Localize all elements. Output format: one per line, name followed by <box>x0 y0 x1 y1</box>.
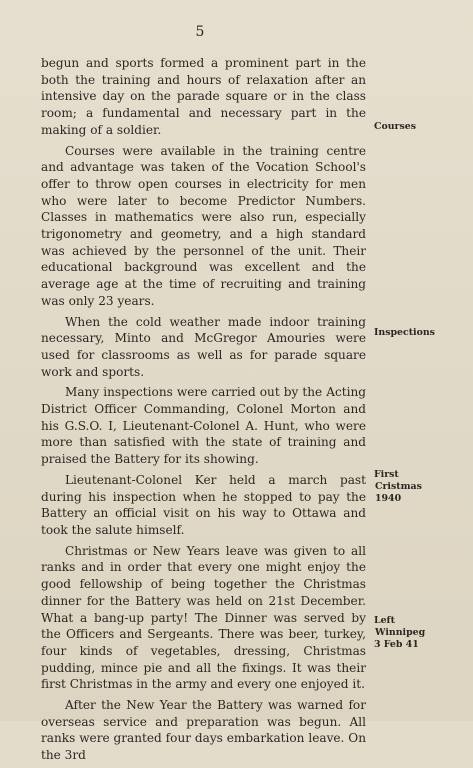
margin-note-courses <box>374 121 464 133</box>
margin-note-line: Left <box>374 615 395 626</box>
margin-note-left-winnipeg <box>374 615 464 651</box>
margin-note-line: First <box>374 469 399 480</box>
margin-note-line: Winnipeg <box>375 627 426 638</box>
paragraph-march-past: Lieutenant-Colonel Ker held a march past during his inspection when he stopped to pay the Battery an official visit on his way to Ottawa and took the salute himself. <box>41 472 366 537</box>
paragraph-cold-weather: When the cold weather made indoor training necessary, Minto and McGregor Amouries were used for classrooms as well as for parade square work and sports. <box>41 314 366 379</box>
page-number: 5 <box>195 24 205 40</box>
margin-note-inspections <box>374 327 464 339</box>
margin-note-line: 1940 <box>375 493 402 504</box>
paragraph-sports: begun and sports formed a prominent part in the both the training and hours of relaxation after an intensive day on the parade square or in the class room; a fundamental and necessary part in the making of a soldier. <box>41 56 366 137</box>
body-text <box>41 55 366 768</box>
paragraph-christmas: Christmas or New Years leave was given to all ranks and in order that every one might enjoy the good fellowship of being together the Christmas dinner for the Battery was held on 21st December. What a bang-up party! The Dinner was served by the Officers and Sergeants. There was beer, turkey, four kinds of vegetables, dressing, Christmas pudding, mince pie and all the fixings. It was their first Christmas in the army and every one enjoyed it. <box>41 543 366 692</box>
margin-note-line: 3 Feb 41 <box>374 639 419 650</box>
margin-note-line: Cristmas <box>375 481 422 492</box>
margin-note-first-christmas <box>374 469 464 505</box>
paragraph-new-year: After the New Year the Battery was warned for overseas service and preparation was begun. All ranks were granted four days embarkation leave. On the 3rd <box>41 698 366 763</box>
margin-note-line: Courses <box>374 121 416 132</box>
paragraph-courses: Courses were available in the training centre and advantage was taken of the Vocation School's offer to throw open courses in electricity for men who were later to become Predictor Numbers. Classes in mathematics were also run, especially trigonometry and geometry, and a high standard was achieved by the personnel of the unit. Their educational background was excellent and the average age at the time of recruiting and training was only 23 years. <box>41 143 366 308</box>
paragraph-inspections: Many inspections were carried out by the Acting District Officer Commanding, Colonel Morton and his G.S.O. I, Lieutenant-Colonel A. Hunt, who were more than satisfied with the state of training and praised the Battery for its showing. <box>41 385 366 467</box>
margin-note-line: Inspections <box>374 327 435 338</box>
